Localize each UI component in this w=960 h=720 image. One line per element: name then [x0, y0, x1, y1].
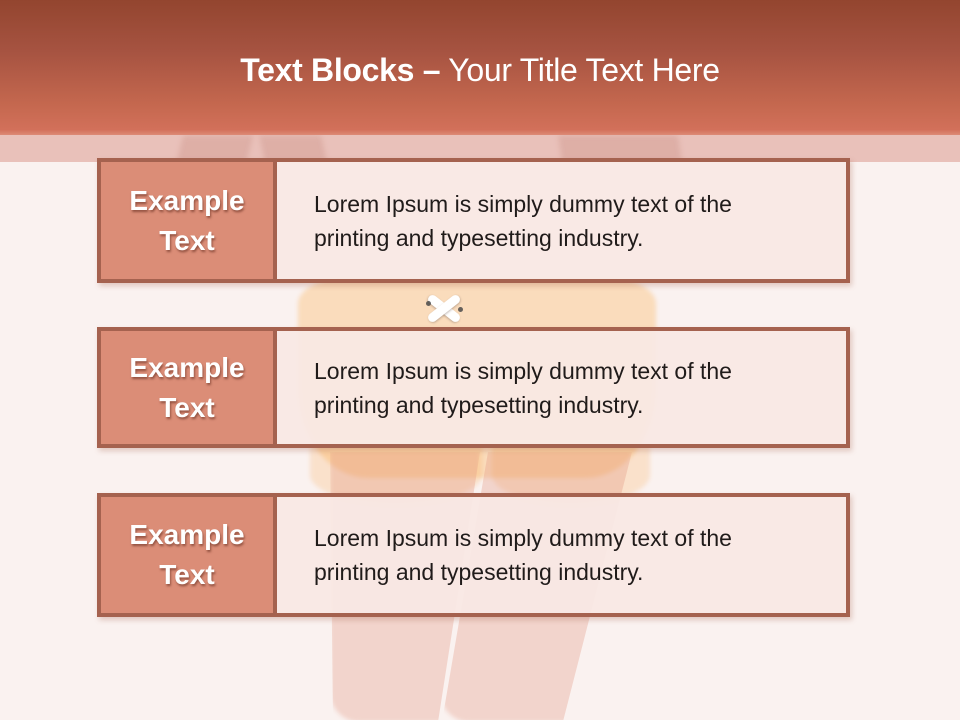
slide-title-separator: –: [422, 52, 441, 88]
text-block-label: [101, 162, 277, 279]
body-line: printing and typesetting industry.: [314, 559, 644, 585]
bow-eyelet: [426, 301, 431, 306]
text-block-body: [277, 162, 846, 279]
label-line: Text: [159, 559, 215, 590]
slide-title-text: Your Title Text Here: [448, 52, 720, 88]
text-block-label: [101, 331, 277, 444]
label-line: Example: [129, 351, 245, 383]
text-block-row-1: [97, 158, 850, 283]
body-line: Lorem Ipsum is simply dummy text of the: [314, 357, 732, 384]
slide-title-emphasis: Text Blocks: [240, 52, 415, 88]
text-block-body: [277, 497, 846, 613]
text-block-body: [277, 331, 846, 444]
label-line: Text: [159, 391, 215, 423]
text-block-label: [101, 497, 277, 613]
body-line: Lorem Ipsum is simply dummy text of the: [314, 525, 732, 551]
body-line: printing and typesetting industry.: [314, 391, 644, 418]
label-line: Example: [129, 519, 245, 550]
text-block-row-2: [97, 327, 850, 448]
text-block-row-3: [97, 493, 850, 617]
slide-title: [0, 52, 960, 89]
body-line: printing and typesetting industry.: [314, 224, 644, 251]
body-line: Lorem Ipsum is simply dummy text of the: [314, 190, 732, 217]
header-band: [0, 0, 960, 135]
drawstring-bow: [421, 290, 467, 328]
bow-eyelet: [458, 307, 463, 312]
label-line: Text: [159, 224, 215, 256]
label-line: Example: [129, 184, 245, 216]
